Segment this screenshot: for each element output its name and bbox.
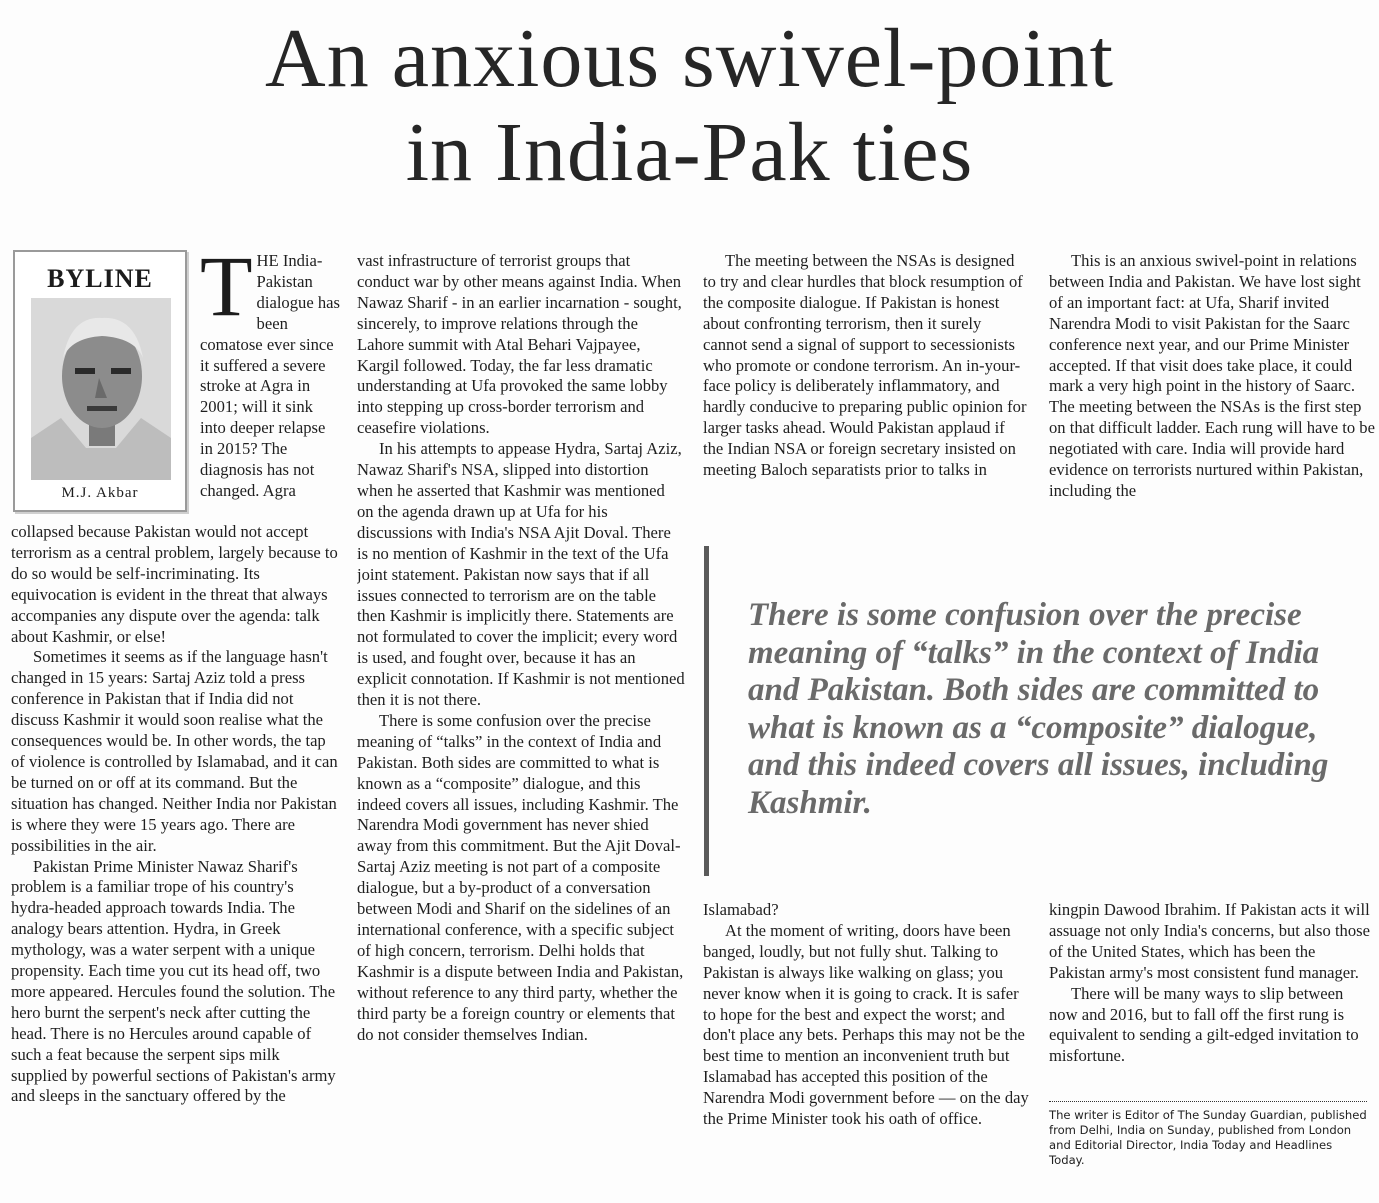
paragraph: At the moment of writing, doors have been banged, loudly, but not fully shut. Talking to Pakistan is always like walking on glass; you never know when it is going to crack. It is safer to hope for the best and expect the worst; and don't place any bets. Perhaps this may not be the best time to mention an inconvenient truth but Islamabad has accepted this position of the Narendra Modi government before — on the day the Prime Minister took his oath of office. bbox=[703, 920, 1029, 1129]
article-column-4-bottom bbox=[1049, 900, 1375, 1090]
byline-box bbox=[13, 250, 187, 512]
divider bbox=[1049, 1101, 1367, 1102]
paragraph: Sometimes it seems as if the language hasn't changed in 15 years: Sartaj Aziz told a press conference in Pakistan that if India did not discuss Kashmir it would soon realise what the consequences would be. In other words, the tap of violence is controlled by Islamabad, and it can be turned on or off at its command. But the situation has changed. Neither India nor Pakistan is where they were 15 years ago. There are possibilities in the air. bbox=[11, 647, 338, 855]
paragraph: There is some confusion over the precise meaning of “talks” in the context of India and Pakistan. Both sides are committed to what is known as a “composite” dialogue, and this indeed covers all issues, including Kashmir. The Narendra Modi government has never shied away from this commitment. But the Ajit Doval-Sartaj Aziz meeting is not part of a composite dialogue, but a by-product of a conversation between Modi and Sharif on the sidelines of an international conference, with a specific subject of high concern, terrorism. Delhi holds that Kashmir is a dispute between India and Pakistan, without reference to any third party, whether the third party be a foreign country or elements that do not consider themselves Indian. bbox=[357, 710, 684, 1044]
article-intro-wrap bbox=[200, 251, 342, 523]
paragraph: There will be many ways to slip between now and 2016, but to fall off the first rung is equivalent to sending a gilt-edged invitation to misfortune. bbox=[1049, 983, 1359, 1066]
paragraph: Islamabad? bbox=[703, 900, 779, 919]
headline-line-1: An anxious swivel-point bbox=[265, 12, 1114, 105]
paragraph: This is an anxious swivel-point in relations between India and Pakistan. We have lost sight of an important fact: at Ufa, Sharif invited Narendra Modi to visit Pakistan for the Saarc conference next year, and our Prime Minister accepted. If that visit does take place, it could mark a very high point in the history of Saarc. The meeting between the NSAs is the first step on that difficult ladder. Each rung will have to be negotiated with care. India will provide hard evidence on terrorists nurtured within Pakistan, including the bbox=[1049, 251, 1375, 500]
byline-label: BYLINE bbox=[47, 264, 153, 293]
article-column-3-top bbox=[703, 251, 1029, 523]
article-column-4-top bbox=[1049, 251, 1375, 523]
headline bbox=[0, 12, 1379, 200]
article-intro-text: HE India-Pakistan dialogue has been comatose ever since it suffered a severe stroke at Agra in 2001; will it sink into deeper relapse in 2015? The diagnosis has not changed. Agra bbox=[200, 251, 340, 500]
drop-cap: T bbox=[200, 251, 253, 334]
paragraph: In his attempts to appease Hydra, Sartaj Aziz, Nawaz Sharif's NSA, slipped into distortion when he asserted that Kashmir was mentioned on the agenda drawn up at Ufa for his discussions with India's NSA Ajit Doval. There is no mention of Kashmir in the text of the Ufa joint statement. Pakistan now says that if all issues connected to terrorism are on the table then Kashmir is implicitly there. Statements are not formulated to cover the implicit; every word is used, and fought over, because it has an explicit connotation. If Kashmir is not mentioned then it is not there. bbox=[357, 439, 685, 710]
paragraph: collapsed because Pakistan would not accept terrorism as a central problem, largely because to do so would be self-incriminating. Its equivocation is evident in the threat that always accompanies any dispute over the agenda: talk about Kashmir, or else! bbox=[11, 522, 338, 646]
author-photo bbox=[31, 298, 171, 480]
pull-quote-bar bbox=[704, 546, 709, 876]
paragraph: Pakistan Prime Minister Nawaz Sharif's problem is a familiar trope of his country's hydra-headed approach towards India. The analogy bears attention. Hydra, in Greek mythology, was a water serpent with a unique propensity. Each time you cut its head off, two more appeared. Hercules found the solution. The hero burnt the serpent's neck after cutting the head. There is no Hercules around capable of such a feat because the serpent sips milk supplied by powerful sections of Pakistan's army and sleeps in the sanctuary offered by the bbox=[11, 856, 336, 1106]
headline-line-2: in India-Pak ties bbox=[405, 106, 974, 199]
article-column-1 bbox=[11, 522, 339, 1172]
writer-note: The writer is Editor of The Sunday Guardian, published from Delhi, India on Sunday, published from London and Editorial Director, India Today and Headlines Today. bbox=[1049, 1108, 1367, 1167]
pull-quote: There is some confusion over the precise meaning of “talks” in the context of India and Pakistan. Both sides are committed to what is known as a “composite” dialogue, and this indeed covers all issues, including Kashmir. bbox=[748, 597, 1329, 821]
paragraph: The meeting between the NSAs is designed to try and clear hurdles that block resumption of the composite dialogue. If Pakistan is honest about confronting terrorism, then it surely cannot send a signal of support to secessionists who promote or condone terrorism. An in-your-face policy is deliberately inflammatory, and hardly conducive to preparing public opinion for larger tasks ahead. Would Pakistan applaud if the Indian NSA or foreign secretary insisted on meeting Baloch separatists prior to talks in bbox=[703, 251, 1027, 480]
paragraph: kingpin Dawood Ibrahim. If Pakistan acts it will assuage not only India's concerns, but also those of the United States, which has been the Pakistan army's most consistent fund manager. bbox=[1049, 900, 1370, 982]
paragraph: vast infrastructure of terrorist groups that conduct war by other means against India. When Nawaz Sharif - in an earlier incarnation - sought, sincerely, to improve relations through the Lahore summit with Atal Behari Vajpayee, Kargil followed. Today, the far less dramatic understanding at Ufa provoked the same lobby into stepping up cross-border terrorism and ceasefire violations. bbox=[357, 251, 682, 438]
byline-author: M.J. Akbar bbox=[61, 485, 139, 501]
article-column-3-bottom bbox=[703, 900, 1029, 1172]
article-column-2 bbox=[357, 251, 685, 1173]
